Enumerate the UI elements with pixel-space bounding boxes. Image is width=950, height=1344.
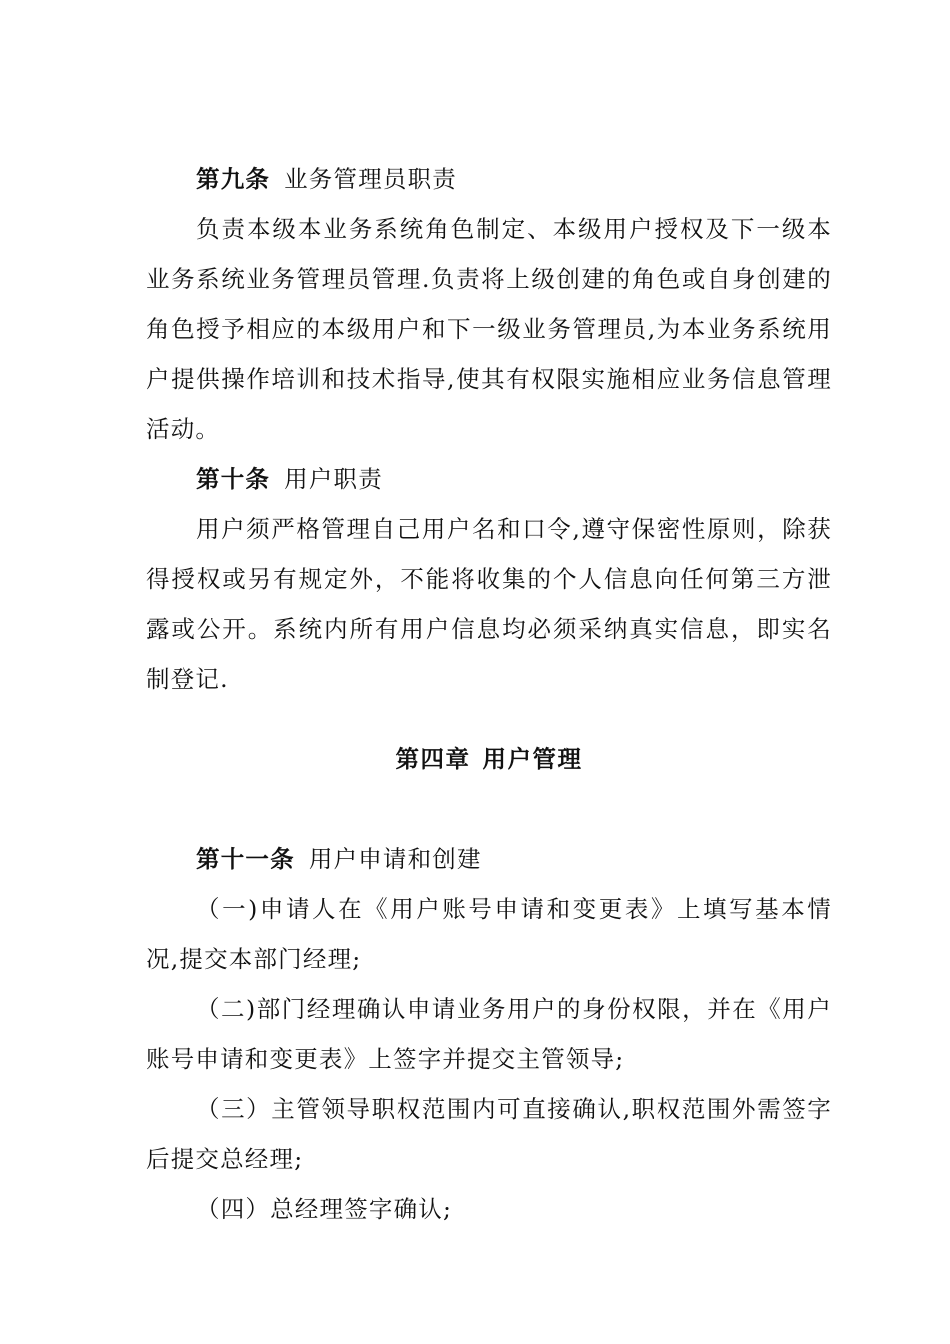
article-11-item-1: （一)申请人在《用户账号申请和变更表》上填写基本情况,提交本部门经理; — [146, 895, 832, 973]
article-10-heading — [146, 454, 832, 504]
article-10-title: 用户职责 — [284, 465, 383, 493]
article-9-title: 业务管理员职责 — [284, 165, 458, 193]
chapter-number: 第四章 — [395, 745, 471, 773]
article-11-heading — [146, 834, 832, 884]
article-11-number: 第十一条 — [196, 845, 295, 873]
article-11-item-4: （四）总经理签字确认; — [196, 1195, 453, 1223]
article-9-number: 第九条 — [196, 165, 271, 193]
article-10-body: 用户须严格管理自己用户名和口令,遵守保密性原则，除获得授权或另有规定外，不能将收集的个人信息向任何第三方泄露或公开。系统内所有用户信息均必须采纳真实信息，即实名制登记. — [146, 515, 832, 693]
article-9-body: 负责本级本业务系统角色制定、本级用户授权及下一级本业务系统业务管理员管理.负责将上级创建的角色或自身创建的角色授予相应的本级用户和下一级业务管理员,为本业务系统用户提供操作培训和技术指导,使其有权限实施相应业务信息管理活动。 — [146, 215, 832, 443]
article-11-item-3: （三）主管领导职权范围内可直接确认,职权范围外需签字后提交总经理; — [146, 1095, 832, 1173]
chapter-title: 用户管理 — [482, 745, 583, 773]
document-page — [146, 154, 832, 1234]
article-11-title: 用户申请和创建 — [308, 845, 482, 873]
article-9-heading — [146, 154, 832, 204]
chapter-heading — [146, 734, 832, 784]
article-11-item-2: （二)部门经理确认申请业务用户的身份权限，并在《用户账号申请和变更表》上签字并提交主管领导; — [146, 995, 832, 1073]
article-10-number: 第十条 — [196, 465, 271, 493]
